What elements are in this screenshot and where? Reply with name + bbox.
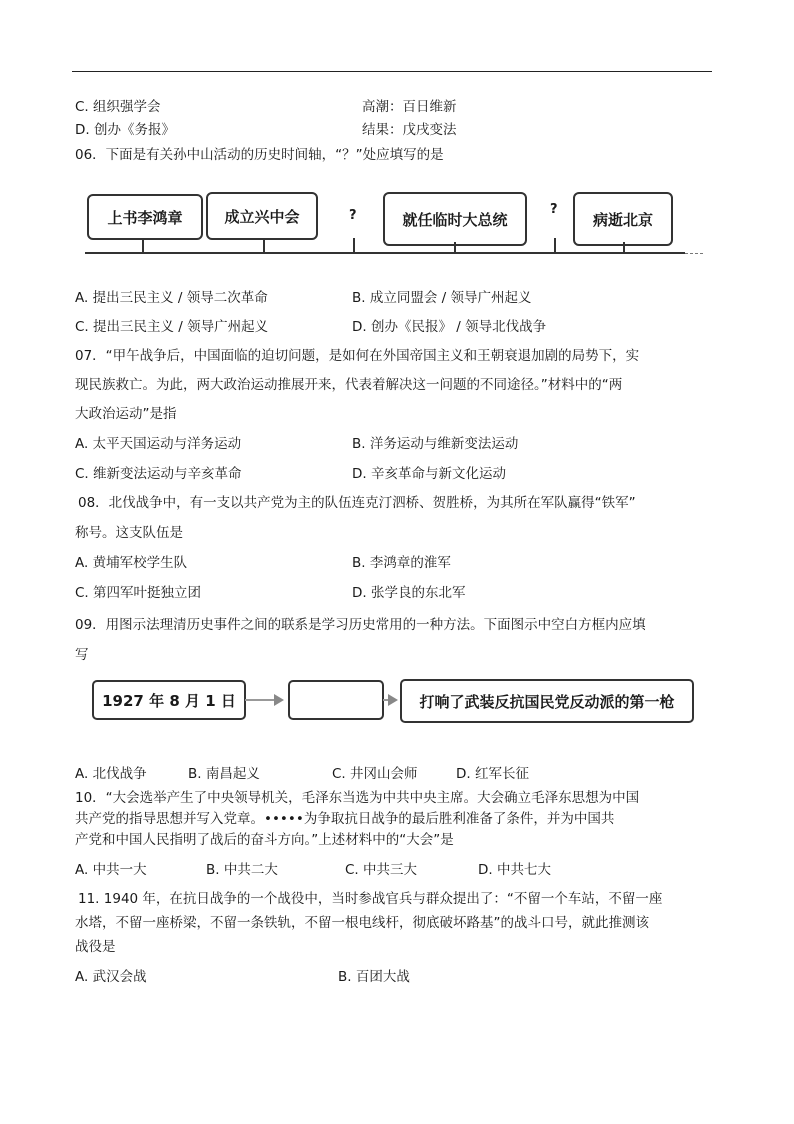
q07-option-d: D. 辛亥革命与新文化运动 <box>352 466 506 482</box>
q09-option-c: C. 井冈山会师 <box>332 766 418 782</box>
q11-stem-line-3: 战役是 <box>75 939 116 955</box>
q07-option-c: C. 维新变法运动与辛亥革命 <box>75 466 242 482</box>
q09-stem-line-2: 写 <box>75 647 89 663</box>
timeline-axis-dash <box>685 253 703 254</box>
timeline-box-2: 成立兴中会 <box>206 192 318 240</box>
q10-option-c: C. 中共三大 <box>345 862 418 878</box>
q09-stem-line-1: 09．用图示法理清历史事件之间的联系是学习历史常用的一种方法。下面图示中空白方框内应填 <box>75 617 646 633</box>
q10-option-a: A. 中共一大 <box>75 862 147 878</box>
q11-option-b: B. 百团大战 <box>338 969 410 985</box>
question-06-stem: 06．下面是有关孙中山活动的历史时间轴，“？”处应填写的是 <box>75 147 444 163</box>
option-d-detail: 结果：戊戌变法 <box>362 122 457 138</box>
q09-option-b: B. 南昌起义 <box>188 766 260 782</box>
option-d: D. 创办《务报》 <box>75 122 175 138</box>
flow-arrow-2-head <box>388 694 398 706</box>
flow-box-blank <box>288 680 384 720</box>
header-rule <box>72 71 712 72</box>
flow-box-date: 1927 年 8 月 1 日 <box>92 680 246 720</box>
timeline-box-1: 上书李鸿章 <box>87 194 203 240</box>
q08-option-c: C. 第四军叶挺独立团 <box>75 585 202 601</box>
q06-option-a: A. 提出三民主义 / 领导二次革命 <box>75 290 268 306</box>
timeline-box-3: 就任临时大总统 <box>383 192 527 246</box>
q08-option-a: A. 黄埔军校学生队 <box>75 555 188 571</box>
timeline-question-mark-1: ? <box>349 208 357 223</box>
q11-option-a: A. 武汉会战 <box>75 969 147 985</box>
q08-stem-line-2: 称号。这支队伍是 <box>75 525 183 541</box>
flow-figure <box>90 677 695 723</box>
q06-option-b: B. 成立同盟会 / 领导广州起义 <box>352 290 532 306</box>
q09-option-d: D. 红军长征 <box>456 766 529 782</box>
option-c-detail: 高潮：百日维新 <box>362 99 457 115</box>
q07-option-a: A. 太平天国运动与洋务运动 <box>75 436 242 452</box>
q10-stem-line-3: 产党和中国人民指明了战后的奋斗方向。”上述材料中的“大会”是 <box>75 832 454 848</box>
q11-stem-line-2: 水塔，不留一座桥梁，不留一条铁轨，不留一根电线杆，彻底破坏路基”的战斗口号，就此推测该 <box>75 915 649 931</box>
flow-box-result: 打响了武装反抗国民党反动派的第一枪 <box>400 679 694 723</box>
q11-stem-line-1: 11. 1940 年，在抗日战争的一个战役中，当时参战官兵与群众提出了：“不留一个车站，不留一座 <box>78 891 663 907</box>
q07-stem-line-1: 07．“甲午战争后，中国面临的迫切问题，是如何在外国帝国主义和王朝衰退加剧的局势下，实 <box>75 348 640 364</box>
q10-option-b: B. 中共二大 <box>206 862 278 878</box>
flow-arrow-1-head <box>274 694 284 706</box>
q10-stem-line-1: 10．“大会选举产生了中央领导机关，毛泽东当选为中共中央主席。大会确立毛泽东思想为中国 <box>75 790 640 806</box>
timeline-box-4: 病逝北京 <box>573 192 673 246</box>
q07-option-b: B. 洋务运动与维新变法运动 <box>352 436 519 452</box>
q09-option-a: A. 北伐战争 <box>75 766 147 782</box>
q08-option-b: B. 李鸿章的淮军 <box>352 555 451 571</box>
q08-option-d: D. 张学良的东北军 <box>352 585 466 601</box>
q10-stem-line-2: 共产党的指导思想并写入党章。•••••为争取抗日战争的最后胜利准备了条件，并为中国共 <box>75 811 615 827</box>
timeline-figure <box>85 188 705 270</box>
q07-stem-line-2: 现民族救亡。为此，两大政治运动推展开来，代表着解决这一问题的不同途径。”材料中的“两 <box>75 377 623 393</box>
q06-option-c: C. 提出三民主义 / 领导广州起义 <box>75 319 269 335</box>
q08-stem-line-1: 08．北伐战争中，有一支以共产党为主的队伍连克汀泗桥、贺胜桥，为其所在军队赢得“铁军” <box>78 495 636 511</box>
q10-option-d: D. 中共七大 <box>478 862 551 878</box>
timeline-question-mark-2: ? <box>550 202 558 217</box>
option-c: C. 组织强学会 <box>75 99 161 115</box>
q07-stem-line-3: 大政治运动”是指 <box>75 406 177 422</box>
q06-option-d: D. 创办《民报》 / 领导北伐战争 <box>352 319 547 335</box>
timeline-axis <box>85 252 685 254</box>
flow-arrow-1-line <box>245 699 275 701</box>
